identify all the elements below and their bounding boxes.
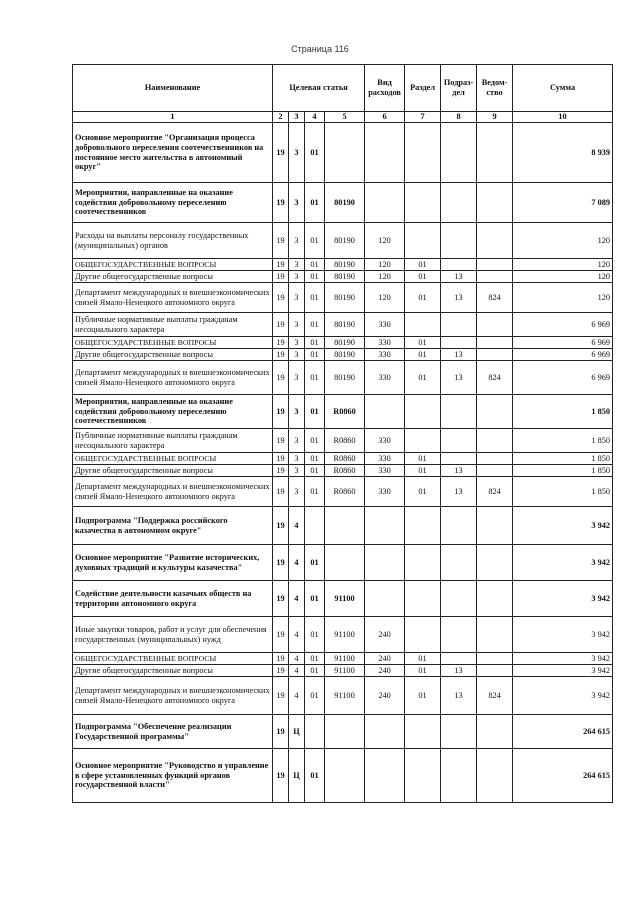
- code-subprogram-cell: 4: [289, 545, 305, 581]
- sum-cell: 8 939: [513, 123, 613, 183]
- code-program-cell: 19: [273, 349, 289, 361]
- section-cell: 01: [405, 337, 441, 349]
- table-row: [73, 453, 613, 465]
- code-subprogram-cell: 3: [289, 271, 305, 283]
- subsection-cell: [441, 337, 477, 349]
- subsection-cell: [441, 123, 477, 183]
- code-program-cell: 19: [273, 545, 289, 581]
- index-cell: 6: [365, 112, 405, 123]
- code-subprogram-cell: 4: [289, 507, 305, 545]
- subsection-cell: [441, 429, 477, 453]
- subsection-cell: [441, 715, 477, 749]
- code-event-cell: 01: [305, 349, 325, 361]
- code-event-cell: 01: [305, 183, 325, 223]
- code-subprogram-cell: 4: [289, 665, 305, 677]
- name-cell: Департамент международных и внешнеэкономических связей Ямало-Ненецкого автономного округа: [73, 361, 273, 395]
- code-program-cell: 19: [273, 361, 289, 395]
- header-subsection: Подраз- дел: [441, 65, 477, 112]
- table-row: [73, 313, 613, 337]
- section-cell: [405, 715, 441, 749]
- code-subprogram-cell: 3: [289, 395, 305, 429]
- table-row: [73, 665, 613, 677]
- table-row: [73, 715, 613, 749]
- code-subprogram-cell: 3: [289, 223, 305, 259]
- code-event-cell: 01: [305, 259, 325, 271]
- section-cell: [405, 223, 441, 259]
- department-cell: [477, 223, 513, 259]
- code-event-cell: 01: [305, 361, 325, 395]
- code-program-cell: 19: [273, 465, 289, 477]
- subsection-cell: 13: [441, 477, 477, 507]
- section-cell: 01: [405, 259, 441, 271]
- code-program-cell: 19: [273, 453, 289, 465]
- code-program-cell: 19: [273, 429, 289, 453]
- code-subprogram-cell: 4: [289, 653, 305, 665]
- sum-cell: 6 969: [513, 361, 613, 395]
- code-event-cell: 01: [305, 283, 325, 313]
- budget-table: [72, 64, 613, 803]
- code-event-cell: 01: [305, 395, 325, 429]
- index-cell: 9: [477, 112, 513, 123]
- code-event-cell: 01: [305, 429, 325, 453]
- section-cell: [405, 749, 441, 803]
- section-cell: [405, 313, 441, 337]
- code-event-cell: 01: [305, 465, 325, 477]
- code-direction-cell: 80190: [325, 313, 365, 337]
- expense-type-cell: [365, 395, 405, 429]
- code-event-cell: 01: [305, 677, 325, 715]
- department-cell: 824: [477, 361, 513, 395]
- department-cell: [477, 453, 513, 465]
- section-cell: [405, 581, 441, 617]
- code-subprogram-cell: 3: [289, 453, 305, 465]
- expense-type-cell: 120: [365, 259, 405, 271]
- code-subprogram-cell: 4: [289, 617, 305, 653]
- page-header: Страница 116: [291, 44, 349, 54]
- table-row: [73, 581, 613, 617]
- expense-type-cell: 120: [365, 283, 405, 313]
- code-direction-cell: [325, 545, 365, 581]
- code-event-cell: 01: [305, 665, 325, 677]
- table-row: [73, 617, 613, 653]
- expense-type-cell: 240: [365, 617, 405, 653]
- code-event-cell: [305, 507, 325, 545]
- code-subprogram-cell: 4: [289, 581, 305, 617]
- subsection-cell: [441, 545, 477, 581]
- header-section: Раздел: [405, 65, 441, 112]
- subsection-cell: [441, 259, 477, 271]
- name-cell: Другие общегосударственные вопросы: [73, 349, 273, 361]
- sum-cell: 1 850: [513, 429, 613, 453]
- expense-type-cell: [365, 749, 405, 803]
- code-direction-cell: [325, 123, 365, 183]
- name-cell: Департамент международных и внешнеэкономических связей Ямало-Ненецкого автономного округа: [73, 477, 273, 507]
- expense-type-cell: [365, 183, 405, 223]
- code-program-cell: 19: [273, 617, 289, 653]
- subsection-cell: 13: [441, 465, 477, 477]
- code-program-cell: 19: [273, 337, 289, 349]
- table-row: [73, 271, 613, 283]
- expense-type-cell: [365, 715, 405, 749]
- sum-cell: 3 942: [513, 665, 613, 677]
- section-cell: 01: [405, 349, 441, 361]
- section-cell: [405, 395, 441, 429]
- code-program-cell: 19: [273, 477, 289, 507]
- expense-type-cell: 120: [365, 271, 405, 283]
- section-cell: 01: [405, 283, 441, 313]
- code-direction-cell: 80190: [325, 223, 365, 259]
- sum-cell: 3 942: [513, 581, 613, 617]
- index-cell: 4: [305, 112, 325, 123]
- department-cell: [477, 617, 513, 653]
- code-direction-cell: 91100: [325, 617, 365, 653]
- expense-type-cell: 330: [365, 477, 405, 507]
- department-cell: [477, 653, 513, 665]
- code-event-cell: 01: [305, 123, 325, 183]
- table-body: [73, 123, 613, 803]
- name-cell: Публичные нормативные выплаты гражданам несоциального характера: [73, 429, 273, 453]
- department-cell: [477, 749, 513, 803]
- subsection-cell: [441, 223, 477, 259]
- code-subprogram-cell: Ц: [289, 715, 305, 749]
- subsection-cell: 13: [441, 665, 477, 677]
- table-row: [73, 749, 613, 803]
- code-program-cell: 19: [273, 665, 289, 677]
- table-row: [73, 395, 613, 429]
- sum-cell: 1 850: [513, 395, 613, 429]
- header-department: Ведом- ство: [477, 65, 513, 112]
- code-event-cell: 01: [305, 749, 325, 803]
- code-event-cell: 01: [305, 313, 325, 337]
- sum-cell: 6 969: [513, 349, 613, 361]
- name-cell: Другие общегосударственные вопросы: [73, 271, 273, 283]
- name-cell: Основное мероприятие "Развитие исторических, духовных традиций и культуры казачества": [73, 545, 273, 581]
- department-cell: [477, 715, 513, 749]
- table-row: [73, 465, 613, 477]
- subsection-cell: 13: [441, 349, 477, 361]
- section-cell: [405, 183, 441, 223]
- name-cell: Другие общегосударственные вопросы: [73, 665, 273, 677]
- code-event-cell: 01: [305, 545, 325, 581]
- sum-cell: 3 942: [513, 507, 613, 545]
- header-target-article: Целевая статья: [273, 65, 365, 112]
- code-event-cell: 01: [305, 337, 325, 349]
- table-row: [73, 283, 613, 313]
- code-event-cell: 01: [305, 477, 325, 507]
- expense-type-cell: [365, 545, 405, 581]
- code-direction-cell: 80190: [325, 337, 365, 349]
- subsection-cell: [441, 395, 477, 429]
- table-row: [73, 259, 613, 271]
- code-direction-cell: [325, 715, 365, 749]
- expense-type-cell: [365, 123, 405, 183]
- table-row: [73, 183, 613, 223]
- code-program-cell: 19: [273, 395, 289, 429]
- code-subprogram-cell: 3: [289, 429, 305, 453]
- code-subprogram-cell: 3: [289, 283, 305, 313]
- sum-cell: 120: [513, 271, 613, 283]
- code-event-cell: 01: [305, 581, 325, 617]
- department-cell: 824: [477, 477, 513, 507]
- code-direction-cell: 80190: [325, 259, 365, 271]
- department-cell: 824: [477, 677, 513, 715]
- code-direction-cell: 80190: [325, 349, 365, 361]
- code-event-cell: 01: [305, 223, 325, 259]
- sum-cell: 3 942: [513, 653, 613, 665]
- name-cell: Департамент международных и внешнеэкономических связей Ямало-Ненецкого автономного округа: [73, 283, 273, 313]
- code-program-cell: 19: [273, 183, 289, 223]
- name-cell: ОБЩЕГОСУДАРСТВЕННЫЕ ВОПРОСЫ: [73, 653, 273, 665]
- code-subprogram-cell: 3: [289, 477, 305, 507]
- code-direction-cell: 91100: [325, 581, 365, 617]
- name-cell: Департамент международных и внешнеэкономических связей Ямало-Ненецкого автономного округа: [73, 677, 273, 715]
- code-direction-cell: 80190: [325, 361, 365, 395]
- department-cell: [477, 271, 513, 283]
- table-row: [73, 349, 613, 361]
- sum-cell: 6 969: [513, 313, 613, 337]
- section-cell: 01: [405, 653, 441, 665]
- expense-type-cell: 330: [365, 429, 405, 453]
- section-cell: 01: [405, 453, 441, 465]
- code-event-cell: [305, 715, 325, 749]
- department-cell: [477, 465, 513, 477]
- name-cell: Публичные нормативные выплаты гражданам несоциального характера: [73, 313, 273, 337]
- department-cell: [477, 665, 513, 677]
- section-cell: 01: [405, 477, 441, 507]
- section-cell: 01: [405, 271, 441, 283]
- code-event-cell: 01: [305, 617, 325, 653]
- code-subprogram-cell: 3: [289, 313, 305, 337]
- name-cell: ОБЩЕГОСУДАРСТВЕННЫЕ ВОПРОСЫ: [73, 453, 273, 465]
- section-cell: 01: [405, 665, 441, 677]
- name-cell: Содействие деятельности казачьих обществ на территории автономного округа: [73, 581, 273, 617]
- sum-cell: 7 089: [513, 183, 613, 223]
- sum-cell: 120: [513, 259, 613, 271]
- code-direction-cell: [325, 749, 365, 803]
- code-program-cell: 19: [273, 123, 289, 183]
- subsection-cell: 13: [441, 361, 477, 395]
- table-row: [73, 507, 613, 545]
- table-row: [73, 223, 613, 259]
- subsection-cell: [441, 453, 477, 465]
- expense-type-cell: 240: [365, 653, 405, 665]
- code-program-cell: 19: [273, 749, 289, 803]
- department-cell: [477, 395, 513, 429]
- subsection-cell: [441, 617, 477, 653]
- subsection-cell: [441, 183, 477, 223]
- name-cell: Иные закупки товаров, работ и услуг для обеспечения государственных (муниципальных) нужд: [73, 617, 273, 653]
- code-program-cell: 19: [273, 283, 289, 313]
- department-cell: [477, 349, 513, 361]
- department-cell: [477, 183, 513, 223]
- sum-cell: 1 850: [513, 465, 613, 477]
- expense-type-cell: 120: [365, 223, 405, 259]
- department-cell: [477, 123, 513, 183]
- code-direction-cell: 80190: [325, 283, 365, 313]
- expense-type-cell: 240: [365, 677, 405, 715]
- subsection-cell: [441, 653, 477, 665]
- section-cell: [405, 507, 441, 545]
- sum-cell: 264 615: [513, 749, 613, 803]
- sum-cell: 6 969: [513, 337, 613, 349]
- section-cell: 01: [405, 465, 441, 477]
- name-cell: ОБЩЕГОСУДАРСТВЕННЫЕ ВОПРОСЫ: [73, 337, 273, 349]
- header-expense-type: Вид расходов: [365, 65, 405, 112]
- table-row: [73, 429, 613, 453]
- section-cell: [405, 429, 441, 453]
- table-row: [73, 123, 613, 183]
- index-cell: 1: [73, 112, 273, 123]
- code-program-cell: 19: [273, 223, 289, 259]
- index-cell: 8: [441, 112, 477, 123]
- sum-cell: 3 942: [513, 617, 613, 653]
- code-program-cell: 19: [273, 259, 289, 271]
- department-cell: [477, 507, 513, 545]
- name-cell: Другие общегосударственные вопросы: [73, 465, 273, 477]
- department-cell: [477, 313, 513, 337]
- code-program-cell: 19: [273, 271, 289, 283]
- code-event-cell: 01: [305, 271, 325, 283]
- table-row: [73, 677, 613, 715]
- expense-type-cell: [365, 507, 405, 545]
- index-row: [73, 112, 613, 123]
- code-direction-cell: R0860: [325, 465, 365, 477]
- department-cell: [477, 581, 513, 617]
- department-cell: [477, 259, 513, 271]
- expense-type-cell: 240: [365, 665, 405, 677]
- code-program-cell: 19: [273, 313, 289, 337]
- subsection-cell: [441, 313, 477, 337]
- sum-cell: 3 942: [513, 677, 613, 715]
- name-cell: ОБЩЕГОСУДАРСТВЕННЫЕ ВОПРОСЫ: [73, 259, 273, 271]
- code-subprogram-cell: 3: [289, 361, 305, 395]
- code-subprogram-cell: 3: [289, 259, 305, 271]
- subsection-cell: 13: [441, 271, 477, 283]
- section-cell: [405, 545, 441, 581]
- sum-cell: 120: [513, 223, 613, 259]
- code-direction-cell: 91100: [325, 677, 365, 715]
- expense-type-cell: [365, 581, 405, 617]
- department-cell: [477, 545, 513, 581]
- table-row: [73, 337, 613, 349]
- subsection-cell: 13: [441, 677, 477, 715]
- subsection-cell: 13: [441, 283, 477, 313]
- table-row: [73, 545, 613, 581]
- code-subprogram-cell: 3: [289, 123, 305, 183]
- header-name: Наименование: [73, 65, 273, 112]
- table-row: [73, 653, 613, 665]
- code-direction-cell: R0860: [325, 477, 365, 507]
- sum-cell: 1 850: [513, 453, 613, 465]
- section-cell: 01: [405, 677, 441, 715]
- sum-cell: 120: [513, 283, 613, 313]
- index-cell: 7: [405, 112, 441, 123]
- name-cell: Основное мероприятие "Организация процесса добровольного переселения соотечественников на постоянное место жительства в автономный округ": [73, 123, 273, 183]
- index-cell: 5: [325, 112, 365, 123]
- expense-type-cell: 330: [365, 349, 405, 361]
- code-direction-cell: 80190: [325, 183, 365, 223]
- index-cell: 3: [289, 112, 305, 123]
- code-subprogram-cell: 3: [289, 465, 305, 477]
- code-direction-cell: 91100: [325, 653, 365, 665]
- index-cell: 10: [513, 112, 613, 123]
- department-cell: [477, 337, 513, 349]
- code-direction-cell: 80190: [325, 271, 365, 283]
- code-event-cell: 01: [305, 653, 325, 665]
- section-cell: [405, 123, 441, 183]
- expense-type-cell: 330: [365, 361, 405, 395]
- code-direction-cell: R0860: [325, 429, 365, 453]
- expense-type-cell: 330: [365, 337, 405, 349]
- expense-type-cell: 330: [365, 313, 405, 337]
- expense-type-cell: 330: [365, 465, 405, 477]
- table-row: [73, 477, 613, 507]
- name-cell: Мероприятия, направленные на оказание содействия добровольному переселению соотечественников: [73, 183, 273, 223]
- code-subprogram-cell: 3: [289, 349, 305, 361]
- section-cell: 01: [405, 361, 441, 395]
- code-program-cell: 19: [273, 507, 289, 545]
- code-direction-cell: R0860: [325, 395, 365, 429]
- code-subprogram-cell: 4: [289, 677, 305, 715]
- department-cell: 824: [477, 283, 513, 313]
- subsection-cell: [441, 749, 477, 803]
- name-cell: Подпрограмма "Обеспечение реализации Государственной программы": [73, 715, 273, 749]
- code-event-cell: 01: [305, 453, 325, 465]
- code-subprogram-cell: Ц: [289, 749, 305, 803]
- code-program-cell: 19: [273, 581, 289, 617]
- header-row: [73, 65, 613, 112]
- name-cell: Мероприятия, направленные на оказание содействия добровольному переселению соотечественников: [73, 395, 273, 429]
- section-cell: [405, 617, 441, 653]
- name-cell: Расходы на выплаты персоналу государственных (муниципальных) органов: [73, 223, 273, 259]
- code-direction-cell: 91100: [325, 665, 365, 677]
- subsection-cell: [441, 507, 477, 545]
- code-subprogram-cell: 3: [289, 337, 305, 349]
- code-direction-cell: R0860: [325, 453, 365, 465]
- index-cell: 2: [273, 112, 289, 123]
- code-program-cell: 19: [273, 677, 289, 715]
- subsection-cell: [441, 581, 477, 617]
- sum-cell: 3 942: [513, 545, 613, 581]
- code-direction-cell: [325, 507, 365, 545]
- expense-type-cell: 330: [365, 453, 405, 465]
- code-program-cell: 19: [273, 715, 289, 749]
- table-row: [73, 361, 613, 395]
- department-cell: [477, 429, 513, 453]
- name-cell: Подпрограмма "Поддержка российского казачества в автономном округе": [73, 507, 273, 545]
- name-cell: Основное мероприятие "Руководство и управление в сфере установленных функций органов государственной власти": [73, 749, 273, 803]
- header-sum: Сумма: [513, 65, 613, 112]
- code-subprogram-cell: 3: [289, 183, 305, 223]
- sum-cell: 1 850: [513, 477, 613, 507]
- sum-cell: 264 615: [513, 715, 613, 749]
- code-program-cell: 19: [273, 653, 289, 665]
